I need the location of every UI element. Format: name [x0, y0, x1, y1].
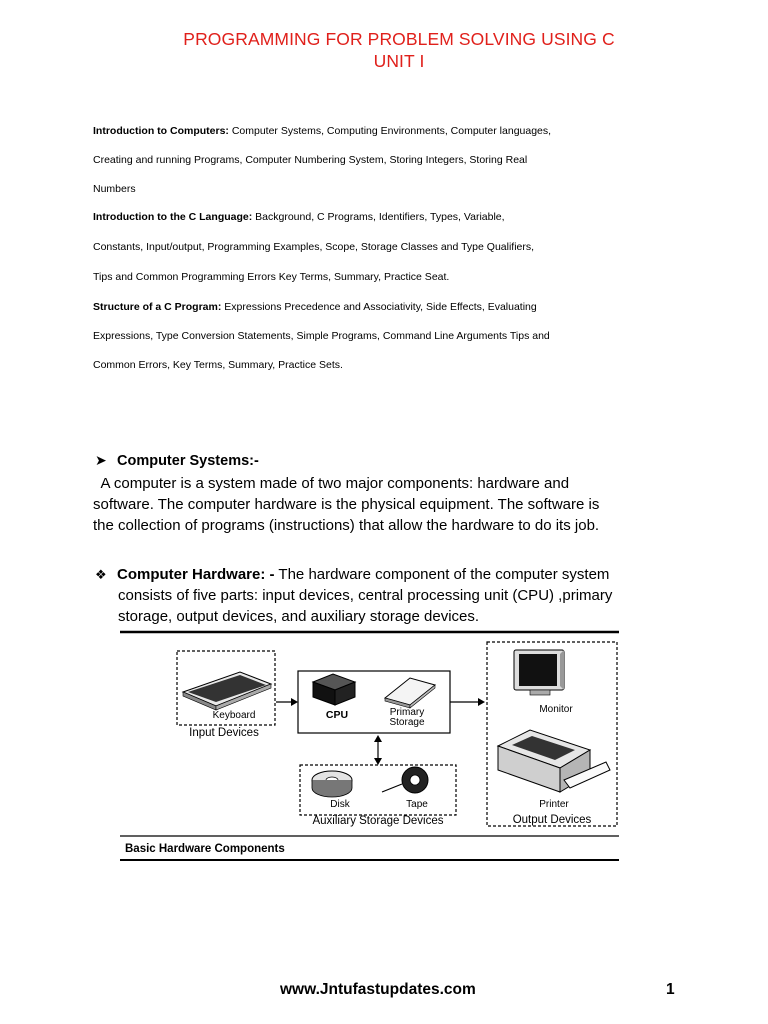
disk-icon [312, 771, 352, 797]
syllabus-topic-label: Introduction to Computers: [93, 125, 229, 137]
primary-storage-icon [385, 678, 435, 708]
paragraph-line: A computer is a system made of two major components: hardware and [93, 475, 570, 492]
diamond-bullet-icon: ❖ [95, 567, 107, 582]
syllabus-line: Structure of a C Program: Expressions Precedence and Associativity, Side Effects, Evaluating [93, 301, 537, 313]
cpu-label: CPU [325, 709, 349, 721]
keyboard-label: Keyboard [212, 710, 256, 721]
output-devices-label: Output Devices [512, 814, 592, 826]
hardware-diagram [120, 630, 620, 866]
auxiliary-label: Auxiliary Storage Devices [312, 815, 444, 827]
arrow-bullet-icon: ➤ [95, 452, 107, 468]
syllabus-topic-label: Introduction to the C Language: [93, 211, 253, 223]
unit-title: UNIT I [373, 51, 425, 71]
monitor-icon [514, 650, 564, 695]
syllabus-line: Tips and Common Programming Errors Key Terms, Summary, Practice Seat. [93, 271, 450, 283]
input-devices-label: Input Devices [189, 727, 259, 739]
syllabus-line: Constants, Input/output, Programming Examples, Scope, Storage Classes and Type Qualifiers, [93, 241, 535, 253]
syllabus-line: Introduction to Computers: Computer Systems, Computing Environments, Computer languages, [93, 125, 552, 137]
syllabus-line: Creating and running Programs, Computer Numbering System, Storing Integers, Storing Real [93, 154, 528, 166]
syllabus-topic-label: Structure of a C Program: [93, 301, 222, 313]
syllabus-line: Common Errors, Key Terms, Summary, Practice Sets. [93, 359, 343, 371]
paragraph-line: software. The computer hardware is the physical equipment. The software is [93, 496, 600, 513]
paragraph-line: storage, output devices, and auxiliary storage devices. [118, 608, 480, 625]
storage-label: Storage [389, 717, 425, 728]
diagram-caption: Basic Hardware Components [125, 843, 285, 855]
monitor-label: Monitor [539, 704, 573, 715]
tape-label: Tape [406, 799, 428, 810]
hardware-intro-line: ❖ Computer Hardware: - The hardware component of the computer system [95, 566, 610, 583]
cpu-icon [313, 674, 355, 705]
primary-label: Primary [389, 707, 425, 718]
paragraph-line: consists of five parts: input devices, central processing unit (CPU) ,primary [118, 587, 613, 604]
disk-label: Disk [330, 799, 350, 810]
page-title: PROGRAMMING FOR PROBLEM SOLVING USING C [183, 29, 615, 49]
keyboard-icon [183, 672, 271, 710]
syllabus-line: Introduction to the C Language: Background, C Programs, Identifiers, Types, Variable, [93, 211, 505, 223]
paragraph-line: the collection of programs (instructions) that allow the hardware to do its job. [93, 517, 600, 534]
printer-label: Printer [539, 799, 569, 810]
page-number: 1 [666, 981, 675, 998]
section-heading: ➤ Computer Systems:- [95, 452, 259, 469]
printer-icon [498, 730, 610, 792]
syllabus-line: Numbers [93, 183, 136, 195]
tape-icon [382, 767, 428, 793]
syllabus-line: Expressions, Type Conversion Statements, Simple Programs, Command Line Arguments Tips and [93, 330, 550, 342]
footer-website: www.Jntufastupdates.com [280, 981, 476, 998]
